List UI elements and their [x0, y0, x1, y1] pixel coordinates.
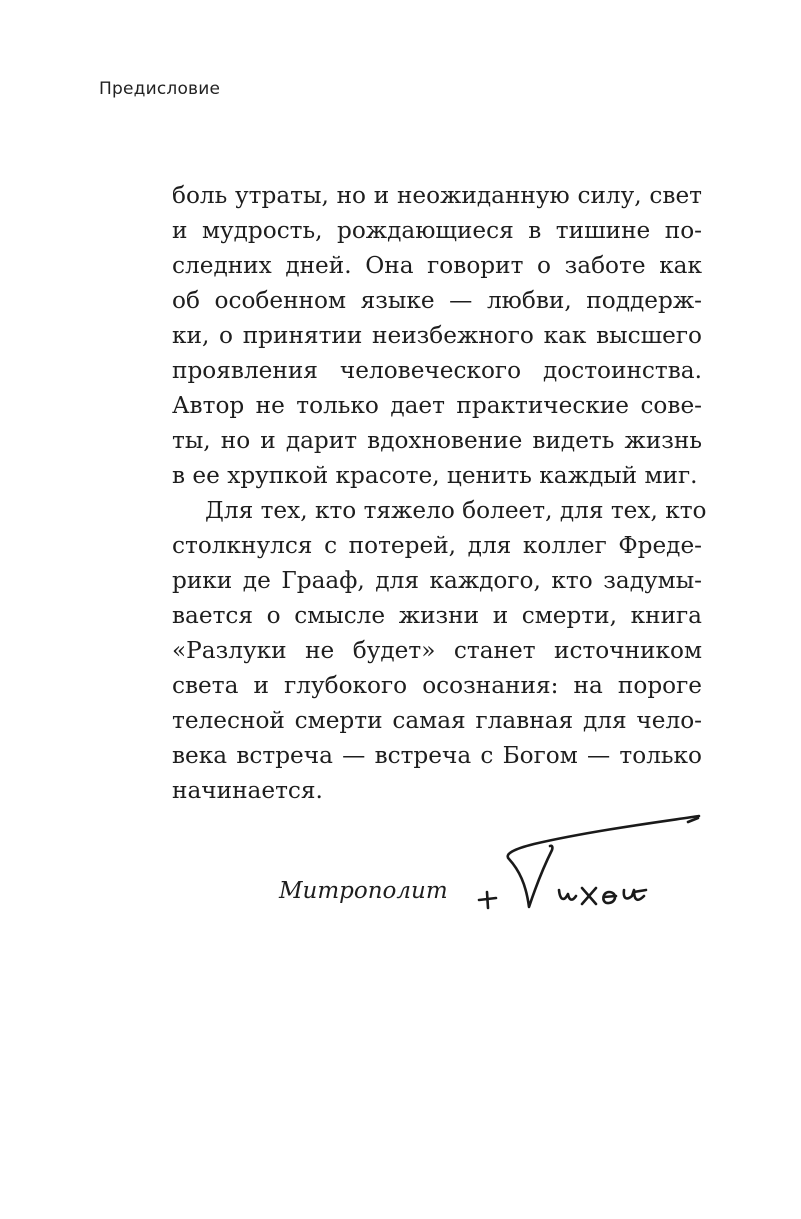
text-line: телесной смерти самая главная для чело- — [172, 707, 702, 734]
text-line: проявления человеческого достоинства. — [172, 357, 702, 384]
text-line: вается о смысле жизни и смерти, книга — [172, 602, 702, 629]
text-line: света и глубокого осознания: на пороге — [172, 672, 702, 699]
body-text — [172, 178, 707, 808]
text-line: боль утраты, но и неожиданную силу, свет — [172, 182, 702, 209]
text-line: и мудрость, рождающиеся в тишине по- — [172, 217, 702, 244]
paragraph-2 — [172, 493, 707, 808]
text-line: Автор не только дает практические сове- — [172, 392, 702, 419]
text-line: века встреча — встреча с Богом — только — [172, 742, 702, 769]
signature-title: Митрополит — [279, 878, 448, 904]
text-line: следних дней. Она говорит о заботе как — [172, 252, 702, 279]
handwritten-signature-icon — [474, 812, 704, 922]
signature-block — [279, 812, 709, 932]
text-line: ты, но и дарит вдохновение видеть жизнь — [172, 427, 702, 454]
text-line: столкнулся с потерей, для коллег Фреде- — [172, 532, 702, 559]
running-head: Предисловие — [99, 79, 221, 99]
text-line: начинается. — [172, 777, 323, 804]
text-line: об особенном языке — любви, поддерж- — [172, 287, 702, 314]
text-line: рики де Грааф, для каждого, кто задумы- — [172, 567, 702, 594]
text-line: «Разлуки не будет» станет источником — [172, 637, 702, 664]
text-line: Для тех, кто тяжело болеет, для тех, кто — [205, 497, 707, 524]
text-line: в ее хрупкой красоте, ценить каждый миг. — [172, 462, 698, 489]
text-line: ки, о принятии неизбежного как высшего — [172, 322, 702, 349]
paragraph-1 — [172, 178, 702, 493]
